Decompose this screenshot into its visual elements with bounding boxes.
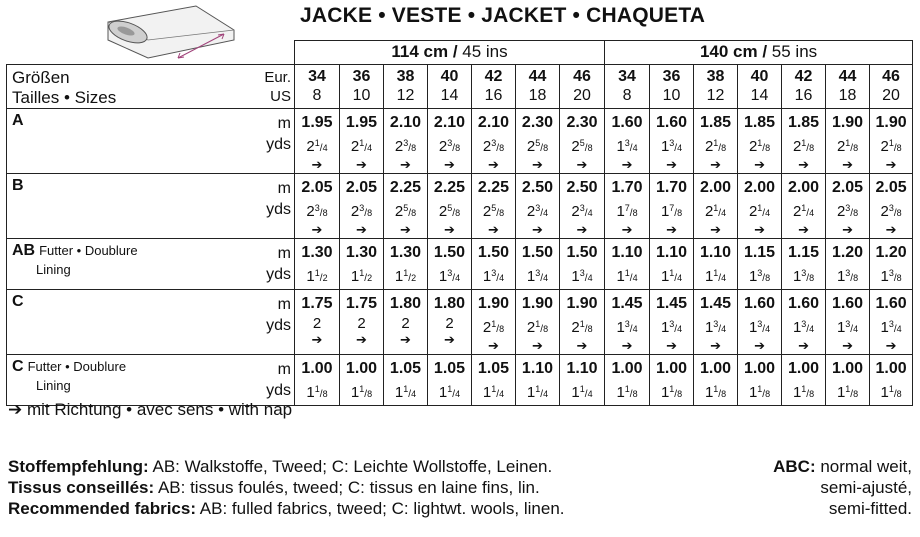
yards-fraction: $^1$/8 bbox=[579, 319, 593, 335]
nap-arrow-icon: ➔ bbox=[621, 222, 633, 237]
yardage-cell: 1.75 2 ➔ bbox=[295, 290, 340, 355]
nap-arrow-icon: ➔ bbox=[444, 222, 455, 237]
yards-fraction: $^1$/8 bbox=[624, 384, 638, 400]
yards-fraction: $^1$/8 bbox=[713, 138, 727, 154]
size-header-cell: 36 10 bbox=[340, 65, 384, 109]
yardage-cell: 2.50 $2^3/4$ ➔ bbox=[516, 174, 560, 239]
yardage-cell: 1.90 $2^1/8$ ➔ bbox=[472, 290, 516, 355]
yardage-cell: 2.25 $2^5/8$ ➔ bbox=[428, 174, 472, 239]
unit-labels: m yds bbox=[250, 109, 295, 174]
nap-arrow-icon: ➔ bbox=[488, 338, 499, 353]
yards-fraction: $^3$/4 bbox=[888, 319, 902, 335]
yardage-cell: 1.10 $1^1/4$ bbox=[650, 239, 694, 290]
nap-arrow-icon: ➔ bbox=[356, 222, 367, 237]
yards-fraction: $^5$/8 bbox=[579, 138, 593, 154]
yards-fraction: $^1$/4 bbox=[359, 138, 373, 154]
yards-fraction: $^1$/8 bbox=[535, 319, 549, 335]
nap-arrow-icon: ➔ bbox=[311, 222, 323, 237]
yardage-cell: 1.00 $1^1/8$ bbox=[650, 355, 694, 406]
yards-fraction: $^1$/4 bbox=[757, 203, 771, 219]
nap-arrow-icon: ➔ bbox=[400, 222, 411, 237]
yardage-cell: 1.85 $2^1/8$ ➔ bbox=[782, 109, 826, 174]
nap-arrow-icon: ➔ bbox=[311, 332, 323, 347]
yards-fraction: $^3$/8 bbox=[845, 268, 859, 284]
yards-fraction: $^1$/8 bbox=[669, 384, 683, 400]
yardage-cell: 1.05 $1^1/4$ bbox=[472, 355, 516, 406]
unit-labels: m yds bbox=[250, 239, 295, 290]
yardage-cell: 2.05 $2^3/8$ ➔ bbox=[295, 174, 340, 239]
yardage-cell: 1.70 $1^7/8$ ➔ bbox=[650, 174, 694, 239]
size-header-cell: 42 16 bbox=[782, 65, 826, 109]
yardage-cell: 1.20 $1^3/8$ bbox=[826, 239, 870, 290]
blank-corner bbox=[7, 41, 295, 65]
nap-arrow-icon: ➔ bbox=[621, 157, 633, 172]
yards-fraction: $^1$/8 bbox=[801, 138, 815, 154]
yardage-cell: 1.60 $1^3/4$ ➔ bbox=[650, 109, 694, 174]
sizes-label: Größen Tailles • Sizes bbox=[7, 65, 250, 109]
yardage-cell: 1.15 $1^3/8$ bbox=[738, 239, 782, 290]
size-header-cell: 36 10 bbox=[650, 65, 694, 109]
nap-arrow-icon: ➔ bbox=[798, 157, 809, 172]
nap-arrow-icon: ➔ bbox=[798, 338, 809, 353]
yardage-cell: 1.50 $1^3/4$ bbox=[560, 239, 605, 290]
table-row bbox=[7, 109, 913, 174]
yards-fraction: $^1$/4 bbox=[491, 384, 505, 400]
nap-arrow-icon: ➔ bbox=[311, 157, 323, 172]
nap-arrow-icon: ➔ bbox=[532, 338, 543, 353]
yards-fraction: $^1$/8 bbox=[888, 138, 902, 154]
yards-fraction: $^1$/4 bbox=[314, 138, 328, 154]
yardage-cell: 1.90 $2^1/8$ ➔ bbox=[826, 109, 870, 174]
nap-arrow-icon: ➔ bbox=[532, 222, 543, 237]
yards-fraction: $^1$/4 bbox=[713, 203, 727, 219]
yardage-cell: 1.45 $1^3/4$ ➔ bbox=[650, 290, 694, 355]
yards-fraction: $^3$/4 bbox=[579, 268, 593, 284]
view-label: C Futter • Doublure Lining bbox=[7, 355, 250, 406]
yards-fraction: $^5$/8 bbox=[403, 203, 417, 219]
yards-fraction: $^3$/4 bbox=[491, 268, 505, 284]
nap-arrow-icon: ➔ bbox=[754, 222, 765, 237]
yards-fraction: $^7$/8 bbox=[624, 203, 638, 219]
yards-fraction: $^3$/8 bbox=[888, 203, 902, 219]
yardage-cell: 1.05 $1^1/4$ bbox=[428, 355, 472, 406]
yardage-cell: 1.30 $1^1/2$ bbox=[295, 239, 340, 290]
yards-fraction: $^1$/8 bbox=[845, 384, 859, 400]
nap-arrow-icon: ➔ bbox=[842, 157, 853, 172]
nap-arrow-icon: ➔ bbox=[488, 222, 499, 237]
size-header-cell: 34 8 bbox=[605, 65, 650, 109]
recommended-fabrics: Stoffempfehlung: AB: Walkstoffe, Tweed; C: Leichte Wollstoffe, Leinen. Tissus conseillés: AB: tissus foulés, tweed; C: tissus en laine fins, lin. Recommended fabrics: AB: fulled fabrics, tweed; C: lightwt. wools, linen. bbox=[8, 457, 565, 518]
table-row bbox=[7, 290, 913, 355]
yards-fraction: $^1$/4 bbox=[579, 384, 593, 400]
yardage-cell: 2.05 $2^3/8$ ➔ bbox=[826, 174, 870, 239]
yards-fraction: $^1$/8 bbox=[314, 384, 328, 400]
yardage-cell: 1.00 $1^1/8$ bbox=[295, 355, 340, 406]
yards-fraction: $^1$/4 bbox=[801, 203, 815, 219]
yards-fraction: $^1$/2 bbox=[359, 268, 373, 284]
nap-arrow-icon: ➔ bbox=[356, 157, 367, 172]
yardage-cell: 1.60 $1^3/4$ ➔ bbox=[782, 290, 826, 355]
nap-arrow-icon: ➔ bbox=[885, 222, 897, 237]
yards-fraction: $^1$/4 bbox=[669, 268, 683, 284]
nap-arrow-icon: ➔ bbox=[621, 338, 633, 353]
table-row bbox=[7, 355, 913, 406]
size-header-cell: 38 12 bbox=[384, 65, 428, 109]
nap-arrow-icon: ➔ bbox=[576, 222, 588, 237]
yardage-cell: 1.00 $1^1/8$ bbox=[340, 355, 384, 406]
nap-arrow-icon: ➔ bbox=[798, 222, 809, 237]
yardage-cell: 1.00 $1^1/8$ bbox=[826, 355, 870, 406]
yardage-table bbox=[6, 40, 913, 406]
yardage-cell: 2.05 $2^3/8$ ➔ bbox=[340, 174, 384, 239]
yards-fraction: $^3$/4 bbox=[669, 138, 683, 154]
nap-arrow-icon: ➔ bbox=[444, 332, 455, 347]
yards-fraction: $^3$/4 bbox=[845, 319, 859, 335]
yardage-cell: 2.25 $2^5/8$ ➔ bbox=[472, 174, 516, 239]
yardage-cell: 1.60 $1^3/4$ ➔ bbox=[870, 290, 913, 355]
yards-fraction: $^3$/8 bbox=[359, 203, 373, 219]
yards-fraction: $^1$/4 bbox=[447, 384, 461, 400]
yardage-cell: 1.95 $2^1/4$ ➔ bbox=[295, 109, 340, 174]
yardage-cell: 1.10 $1^1/4$ bbox=[516, 355, 560, 406]
yards-fraction: $^3$/8 bbox=[491, 138, 505, 154]
nap-arrow-icon: ➔ bbox=[444, 157, 455, 172]
yards-fraction: $^3$/8 bbox=[447, 138, 461, 154]
yardage-cell: 1.90 $2^1/8$ ➔ bbox=[516, 290, 560, 355]
yards-fraction: $^1$/2 bbox=[314, 268, 328, 284]
yards-fraction: $^3$/4 bbox=[579, 203, 593, 219]
nap-arrow-icon: ➔ bbox=[710, 338, 721, 353]
fabric-width-140: 140 cm / 55 ins bbox=[605, 41, 913, 65]
view-label: C bbox=[7, 290, 250, 355]
yardage-cell: 1.60 $1^3/4$ ➔ bbox=[605, 109, 650, 174]
yardage-cell: 2.00 $2^1/4$ ➔ bbox=[694, 174, 738, 239]
yardage-cell: 2.30 $2^5/8$ ➔ bbox=[560, 109, 605, 174]
yards-fraction: $^3$/8 bbox=[845, 203, 859, 219]
yardage-cell: 1.30 $1^1/2$ bbox=[384, 239, 428, 290]
nap-arrow-icon: ➔ bbox=[576, 157, 588, 172]
unit-labels: m yds bbox=[250, 174, 295, 239]
nap-arrow-icon: ➔ bbox=[532, 157, 543, 172]
fabric-width-114: 114 cm / 45 ins bbox=[295, 41, 605, 65]
yardage-cell: 1.85 $2^1/8$ ➔ bbox=[694, 109, 738, 174]
yardage-cell: 2.10 $2^3/8$ ➔ bbox=[472, 109, 516, 174]
nap-arrow-icon: ➔ bbox=[666, 157, 677, 172]
yardage-cell: 1.00 $1^1/8$ bbox=[605, 355, 650, 406]
yardage-cell: 1.00 $1^1/8$ bbox=[782, 355, 826, 406]
size-header-cell: 46 20 bbox=[870, 65, 913, 109]
size-header-cell: 46 20 bbox=[560, 65, 605, 109]
yardage-cell: 1.50 $1^3/4$ bbox=[516, 239, 560, 290]
yards-fraction: $^3$/8 bbox=[757, 268, 771, 284]
nap-arrow-icon: ➔ bbox=[356, 332, 367, 347]
yards-fraction: $^1$/8 bbox=[757, 138, 771, 154]
yardage-cell: 1.10 $1^1/4$ bbox=[605, 239, 650, 290]
yards-fraction: $^7$/8 bbox=[669, 203, 683, 219]
yardage-cell: 1.75 2 ➔ bbox=[340, 290, 384, 355]
yards-fraction: $^1$/4 bbox=[403, 384, 417, 400]
yardage-cell: 1.60 $1^3/4$ ➔ bbox=[826, 290, 870, 355]
nap-arrow-icon: ➔ bbox=[885, 338, 897, 353]
nap-arrow-icon: ➔ bbox=[710, 157, 721, 172]
yardage-cell: 2.10 $2^3/8$ ➔ bbox=[428, 109, 472, 174]
table-row bbox=[7, 174, 913, 239]
view-label: AB Futter • Doublure Lining bbox=[7, 239, 250, 290]
yardage-cell: 1.15 $1^3/8$ bbox=[782, 239, 826, 290]
yards-fraction: $^3$/8 bbox=[403, 138, 417, 154]
size-header-cell: 40 14 bbox=[738, 65, 782, 109]
yards-fraction: $^3$/8 bbox=[888, 268, 902, 284]
yardage-cell: 1.45 $1^3/4$ ➔ bbox=[605, 290, 650, 355]
yardage-cell: 2.30 $2^5/8$ ➔ bbox=[516, 109, 560, 174]
yards-fraction: $^5$/8 bbox=[447, 203, 461, 219]
yardage-cell: 1.10 $1^1/4$ bbox=[694, 239, 738, 290]
yards-fraction: $^1$/8 bbox=[491, 319, 505, 335]
yardage-cell: 1.85 $2^1/8$ ➔ bbox=[738, 109, 782, 174]
nap-arrow-icon: ➔ bbox=[885, 157, 897, 172]
yardage-cell: 1.20 $1^3/8$ bbox=[870, 239, 913, 290]
yards-fraction: $^1$/8 bbox=[801, 384, 815, 400]
yards-fraction: $^3$/4 bbox=[447, 268, 461, 284]
yards-fraction: $^3$/4 bbox=[535, 268, 549, 284]
yardage-cell: 1.60 $1^3/4$ ➔ bbox=[738, 290, 782, 355]
yards-fraction: $^1$/8 bbox=[359, 384, 373, 400]
yards-fraction: $^3$/4 bbox=[624, 138, 638, 154]
fit-description: ABC: normal weit, semi-ajusté, semi-fitted. bbox=[773, 457, 912, 518]
yards-fraction: $^1$/4 bbox=[713, 268, 727, 284]
yardage-cell: 1.10 $1^1/4$ bbox=[560, 355, 605, 406]
nap-arrow-icon: ➔ bbox=[710, 222, 721, 237]
yards-fraction: $^3$/8 bbox=[314, 203, 328, 219]
size-header-cell: 44 18 bbox=[516, 65, 560, 109]
size-header-cell: 40 14 bbox=[428, 65, 472, 109]
yardage-cell: 1.70 $1^7/8$ ➔ bbox=[605, 174, 650, 239]
view-label: A bbox=[7, 109, 250, 174]
yardage-cell: 1.90 $2^1/8$ ➔ bbox=[560, 290, 605, 355]
yards-fraction: $^1$/8 bbox=[713, 384, 727, 400]
nap-arrow-icon: ➔ bbox=[754, 157, 765, 172]
yardage-cell: 1.05 $1^1/4$ bbox=[384, 355, 428, 406]
table-row bbox=[7, 239, 913, 290]
yards-fraction: $^3$/8 bbox=[801, 268, 815, 284]
nap-arrow-icon: ➔ bbox=[488, 157, 499, 172]
yardage-cell: 2.10 $2^3/8$ ➔ bbox=[384, 109, 428, 174]
nap-arrow-icon: ➔ bbox=[842, 338, 853, 353]
size-header-cell: 34 8 bbox=[295, 65, 340, 109]
size-header-cell: 38 12 bbox=[694, 65, 738, 109]
yardage-cell: 1.45 $1^3/4$ ➔ bbox=[694, 290, 738, 355]
yardage-cell: 1.50 $1^3/4$ bbox=[428, 239, 472, 290]
size-header-cell: 42 16 bbox=[472, 65, 516, 109]
yards-fraction: $^3$/4 bbox=[624, 319, 638, 335]
nap-legend: ➔ mit Richtung • avec sens • with nap bbox=[8, 400, 293, 419]
nap-arrow-icon: ➔ bbox=[400, 332, 411, 347]
yards-fraction: $^5$/8 bbox=[535, 138, 549, 154]
yardage-cell: 1.95 $2^1/4$ ➔ bbox=[340, 109, 384, 174]
yards-fraction: $^3$/4 bbox=[713, 319, 727, 335]
unit-labels: m yds bbox=[250, 355, 295, 406]
yardage-cell: 1.00 $1^1/8$ bbox=[870, 355, 913, 406]
yards-fraction: $^3$/4 bbox=[535, 203, 549, 219]
view-label: B bbox=[7, 174, 250, 239]
yardage-cell: 1.50 $1^3/4$ bbox=[472, 239, 516, 290]
nap-arrow-icon: ➔ bbox=[666, 222, 677, 237]
yardage-cell: 1.80 2 ➔ bbox=[384, 290, 428, 355]
yards-fraction: $^1$/8 bbox=[888, 384, 902, 400]
yardage-cell: 1.00 $1^1/8$ bbox=[738, 355, 782, 406]
nap-arrow-icon: ➔ bbox=[666, 338, 677, 353]
nap-arrow-icon: ➔ bbox=[576, 338, 588, 353]
yardage-cell: 2.00 $2^1/4$ ➔ bbox=[782, 174, 826, 239]
nap-arrow-icon: ➔ bbox=[754, 338, 765, 353]
page-title: JACKE • VESTE • JACKET • CHAQUETA bbox=[300, 4, 706, 27]
size-system-label: Eur. US bbox=[250, 65, 295, 109]
yardage-cell: 1.30 $1^1/2$ bbox=[340, 239, 384, 290]
yards-fraction: $^1$/4 bbox=[535, 384, 549, 400]
yardage-cell: 2.50 $2^3/4$ ➔ bbox=[560, 174, 605, 239]
yards-fraction: $^5$/8 bbox=[491, 203, 505, 219]
yardage-cell: 2.00 $2^1/4$ ➔ bbox=[738, 174, 782, 239]
nap-arrow-icon: ➔ bbox=[842, 222, 853, 237]
yards-fraction: $^3$/4 bbox=[757, 319, 771, 335]
nap-arrow-icon: ➔ bbox=[400, 157, 411, 172]
yardage-cell: 2.05 $2^3/8$ ➔ bbox=[870, 174, 913, 239]
yards-fraction: $^1$/4 bbox=[624, 268, 638, 284]
yardage-cell: 1.80 2 ➔ bbox=[428, 290, 472, 355]
size-header-cell: 44 18 bbox=[826, 65, 870, 109]
yardage-cell: 2.25 $2^5/8$ ➔ bbox=[384, 174, 428, 239]
yardage-cell: 1.00 $1^1/8$ bbox=[694, 355, 738, 406]
yards-fraction: $^3$/4 bbox=[801, 319, 815, 335]
unit-labels: m yds bbox=[250, 290, 295, 355]
yardage-cell: 1.90 $2^1/8$ ➔ bbox=[870, 109, 913, 174]
yards-fraction: $^1$/8 bbox=[845, 138, 859, 154]
yards-fraction: $^1$/2 bbox=[403, 268, 417, 284]
yards-fraction: $^3$/4 bbox=[669, 319, 683, 335]
yards-fraction: $^1$/8 bbox=[757, 384, 771, 400]
